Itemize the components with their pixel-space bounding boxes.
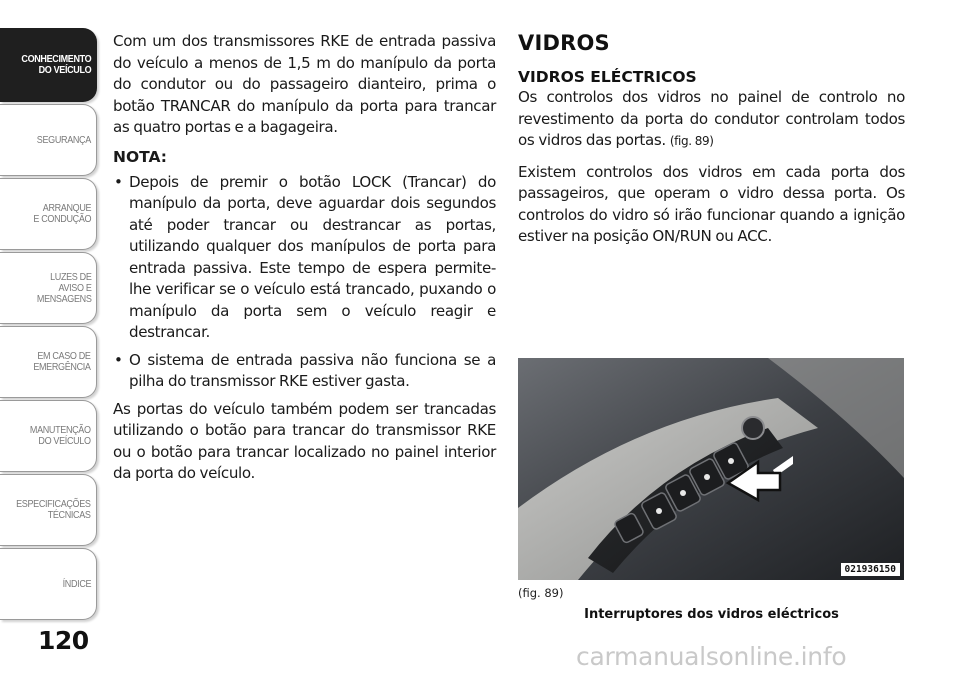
left-column — [113, 31, 496, 485]
paragraph-text: Os controlos dos vidros no painel de controlo no revestimento da porta do condutor controlam todos os vidros das portas. — [518, 88, 905, 149]
tab-conhecimento-do-veiculo[interactable] — [0, 28, 97, 102]
list-item — [113, 172, 496, 344]
tab-label: ARRANQUE E CONDUÇÃO — [33, 202, 91, 225]
tab-label: SEGURANÇA — [36, 133, 91, 146]
tab-label: ÍNDICE — [62, 577, 91, 590]
figure-reference: (fig. 89) — [669, 134, 714, 148]
figure-code: 021936150 — [841, 563, 900, 576]
tab-label: EM CASO DE EMERGÊNCIA — [33, 350, 91, 373]
passenger-controls-paragraph: Existem controlos dos vidros em cada porta dos passageiros, que operam o vidro dessa porta. Os controlos do vidro só irão funcionar quando a ignição estiver na posição ON/RUN ou ACC. — [518, 162, 905, 245]
figure-caption: Interruptores dos vidros eléctricos — [584, 607, 839, 622]
right-column — [518, 31, 905, 248]
tab-label: LUZES DE AVISO E MENSAGENS — [36, 270, 91, 305]
tab-arranque-e-conducao[interactable] — [0, 178, 97, 250]
tab-seguranca[interactable] — [0, 104, 97, 176]
bullet-icon: • — [114, 172, 123, 191]
tab-luzes-de-aviso[interactable] — [0, 252, 97, 324]
bullet-icon: • — [114, 350, 123, 369]
note-bullet-list — [113, 172, 496, 393]
list-item — [113, 350, 496, 393]
bullet-text: Depois de premir o botão LOCK (Trancar) do manípulo da porta, deve aguardar dois segundos até poder trancar ou destrancar as portas, utilizando qualquer dos manípulos de porta para entrada passiva. Este tempo de espera permite-lhe verificar se o veículo está trancado, puxando o manípulo da porta sem o veículo reagir e destrancar. — [129, 172, 496, 341]
tab-label: ESPECIFICAÇÕES TÉCNICAS — [16, 498, 91, 521]
tab-label: MANUTENÇÃO DO VEÍCULO — [30, 424, 91, 447]
section-title: VIDROS — [518, 31, 610, 55]
power-windows-paragraph — [518, 87, 905, 153]
intro-paragraph: Com um dos transmissores RKE de entrada passiva do veículo a menos de 1,5 m do manípulo da porta do condutor ou do passageiro dianteiro, prima o botão TRANCAR do manípulo da porta para trancar as quatro portas e a bagageira. — [113, 32, 496, 136]
tab-especificacoes-tecnicas[interactable] — [0, 474, 97, 546]
tab-label: CONHECIMENTO DO VEÍCULO — [21, 53, 91, 76]
tab-manutencao-do-veiculo[interactable] — [0, 400, 97, 472]
subsection-title: VIDROS ELÉCTRICOS — [518, 68, 697, 86]
note-title: NOTA: — [113, 147, 168, 166]
figure-label: (fig. 89) — [518, 586, 564, 600]
window-switch-illustration — [518, 358, 904, 580]
bullet-text: O sistema de entrada passiva não funciona se a pilha do transmissor RKE estiver gasta. — [129, 350, 496, 390]
tab-indice[interactable] — [0, 548, 97, 620]
tab-em-caso-de-emergencia[interactable] — [0, 326, 97, 398]
watermark: carmanualsonline.info — [576, 642, 847, 671]
window-switch-photo — [518, 358, 904, 580]
closing-paragraph: As portas do veículo também podem ser trancadas utilizando o botão para trancar do transmissor RKE ou o botão para trancar localizado no painel interior da porta do veículo. — [113, 399, 496, 482]
page-number: 120 — [38, 626, 89, 655]
